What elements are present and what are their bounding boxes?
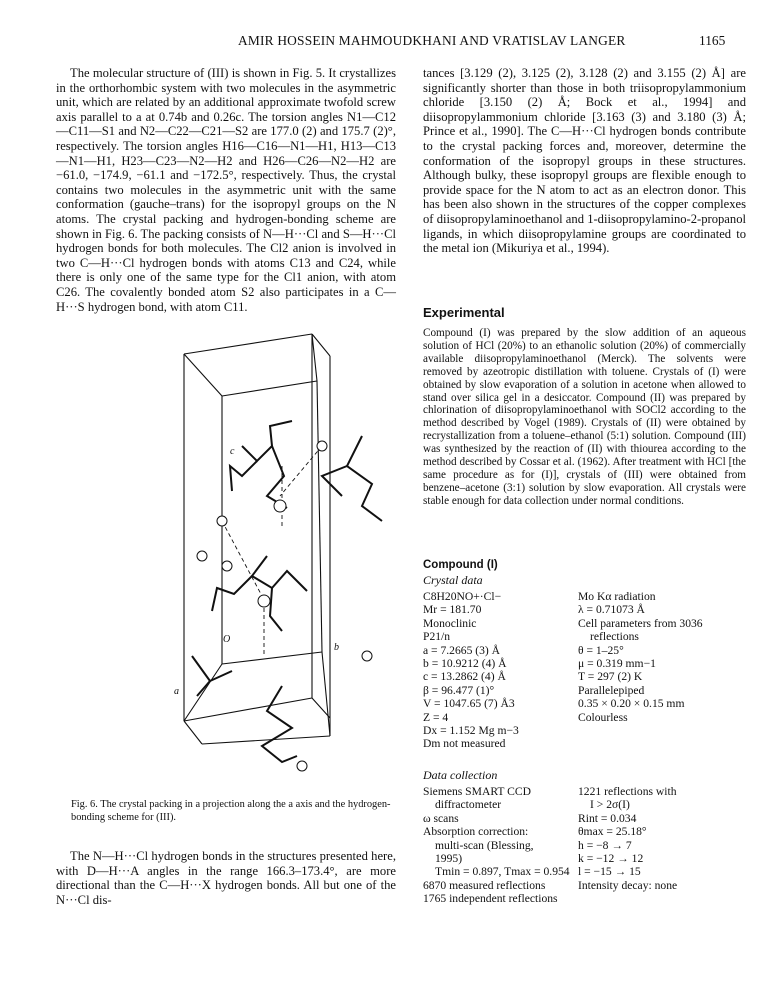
data-line: Cell parameters from 3036	[578, 616, 703, 630]
experimental-text	[423, 327, 746, 508]
body-text-left-top	[56, 66, 396, 314]
axis-c-label: c	[230, 446, 235, 457]
data-line: C8H20NO+·Cl−	[423, 590, 502, 603]
data-line: k = −12 → 12	[578, 852, 644, 866]
data-line: multi-scan (Blessing,	[435, 838, 534, 852]
data-line: T = 297 (2) K	[578, 670, 643, 684]
data-line: Dx = 1.152 Mg m−3	[423, 724, 519, 738]
data-line: V = 1047.65 (7) Å3	[423, 697, 515, 711]
axis-o-label: O	[223, 634, 231, 645]
data-line: 0.35 × 0.20 × 0.15 mm	[578, 697, 685, 711]
crystal-data-left	[423, 590, 519, 751]
data-line: Tmin = 0.897, Tmax = 0.954	[435, 865, 570, 879]
paragraph: tances [3.129 (2), 3.125 (2), 3.128 (2) and 3.155 (2) Å] are significantly shorter than those in both triisopropylammonium chloride [3.150 (2) Å; Bock et al., 1994] and diisopropylammonium chloride [3.163 (3) and 3.180 (3) Å; Prince et al., 1990]. The C—H···Cl hydrogen bonds contribute to the crystal packing forces and, moreover, determine the conformation of the isopropyl groups in these structures. Although bulky, these isopropyl groups are flexible enough to provide space for the N atom to act as an electron donor. This has been also shown in the structures of the copper complexes of diisopropylaminoethanol and 1-diisopropylamino-2-propanol ligands, in which diisopropylamine groups are coordinated to the metal ion (Mikuriya et al., 1994).	[423, 66, 746, 256]
crystal-data-title: Crystal data	[423, 573, 483, 587]
axis-a-label: a	[174, 686, 179, 697]
page-number: 1165	[699, 33, 726, 48]
data-line: b = 10.9212 (4) Å	[423, 657, 507, 671]
data-line: Intensity decay: none	[578, 878, 678, 892]
data-line: Monoclinic	[423, 616, 477, 630]
data-line: Dm not measured	[423, 737, 506, 751]
data-line: Z = 4	[423, 710, 449, 724]
data-line: λ = 0.71073 Å	[578, 603, 645, 617]
data-line: β = 96.477 (1)°	[423, 683, 495, 697]
figure-caption: Fig. 6. The crystal packing in a projection along the a axis and the hydrogen-bonding scheme for (III).	[71, 799, 391, 823]
data-line: Mo Kα radiation	[578, 590, 656, 603]
body-text-right-top	[423, 66, 746, 256]
data-line: Colourless	[578, 710, 628, 724]
paragraph: Compound (I) was prepared by the slow addition of an aqueous solution of HCl (20%) to an ethanolic solution (20%) of commercially available diisopropylaminoethanol (Merck). The solvents were removed by azeotropic distillation with toluene. Crystals of (I) were obtained by slow evaporation of a solution in acetone when allowed to stand over silica gel in a desiccator. Compound (II) was prepared by chlorination of diisopropylaminoethanol with SOCl2 according to the method described by Vogel (1989). Crystals of (II) were obtained by recrystallization from a toluene–ethanol (5:1) solution. Compound (III) was synthesized by the reaction of (II) with thiourea according to the method described by Cossar et al. (1962). After treatment with HCl [the same procedure as for (I)], crystals of (III) were obtained from benzene–acetone (3:1) solution by slow evaporation. All crystals were stable enough for data collection under normal conditions.	[423, 327, 746, 507]
data-collection-right	[578, 785, 677, 892]
data-collection-title: Data collection	[423, 768, 498, 782]
data-line: a = 7.2665 (3) Å	[423, 643, 501, 657]
data-line: P21/n	[423, 630, 451, 644]
data-line: θmax = 25.18°	[578, 825, 647, 839]
data-line: l = −15 → 15	[578, 865, 641, 879]
data-line: Rint = 0.034	[578, 811, 637, 825]
data-line: Absorption correction:	[423, 825, 529, 839]
data-line: 1221 reflections with	[578, 785, 677, 798]
data-line: Siemens SMART CCD	[423, 785, 531, 798]
data-line: μ = 0.319 mm−1	[578, 657, 656, 671]
crystal-packing-figure	[172, 326, 402, 776]
data-line: Parallelepiped	[578, 683, 645, 697]
data-line: reflections	[590, 630, 639, 644]
data-line: h = −8 → 7	[578, 838, 632, 852]
paragraph: The N—H···Cl hydrogen bonds in the structures presented here, with D—H···A angles in the range 166.3–173.4°, are more directional than the C—H···X hydrogen bonds. All but one of the N···Cl dis-	[56, 849, 396, 907]
data-line: c = 13.2862 (4) Å	[423, 670, 506, 684]
data-line: 6870 measured reflections	[423, 878, 546, 892]
compound-title: Compound (I)	[423, 559, 498, 571]
data-line: 1765 independent reflections	[423, 892, 558, 906]
data-line: ω scans	[423, 811, 459, 825]
data-collection-left	[423, 785, 570, 906]
data-line: I > 2σ(I)	[590, 798, 630, 812]
packing-diagram	[172, 326, 402, 776]
body-text-left-bottom	[56, 849, 396, 907]
data-line: 1995)	[435, 852, 463, 866]
running-header	[0, 33, 784, 53]
section-title: Experimental	[423, 305, 505, 320]
running-title: AMIR HOSSEIN MAHMOUDKHANI AND VRATISLAV LANGER	[238, 33, 626, 48]
data-line: θ = 1–25°	[578, 643, 624, 657]
data-line: diffractometer	[435, 798, 502, 812]
crystal-data-right	[578, 590, 703, 724]
data-line: Mr = 181.70	[423, 603, 482, 617]
paragraph: The molecular structure of (III) is shown in Fig. 5. It crystallizes in the orthorhombic system with two molecules in the asymmetric unit, which are related by an additional approximate twofold screw axis parallel to a at 0.74b and 0.26c. The torsion angles N1—C12—C11—S1 and N2—C22—C21—S2 are 177.0 (2) and 175.7 (2)°, respectively. The torsion angles H16—C16—N1—H1, H13—C13—N1—H1, H23—C23—N2—H2 and H26—C26—N2—H2 are −61.0, −174.9, −61.1 and −172.5°, respectively. Thus, the crystal contains two molecules in the asymmetric unit with the same conformation (gauche–trans) for the isopropyl groups on the N atoms. The crystal packing and hydrogen-bonding scheme are shown in Fig. 6. The packing consists of N—H···Cl and S—H···Cl hydrogen bonds for both molecules. The Cl2 anion is involved in two C—H···Cl hydrogen bonds with atoms C13 and C24, while there is only one of the same type for the Cl1 anion, with atom C26. The covalently bonded atom S2 also participates in a C—H···S hydrogen bond, with atom C11.	[56, 66, 396, 314]
axis-b-label: b	[334, 642, 339, 653]
